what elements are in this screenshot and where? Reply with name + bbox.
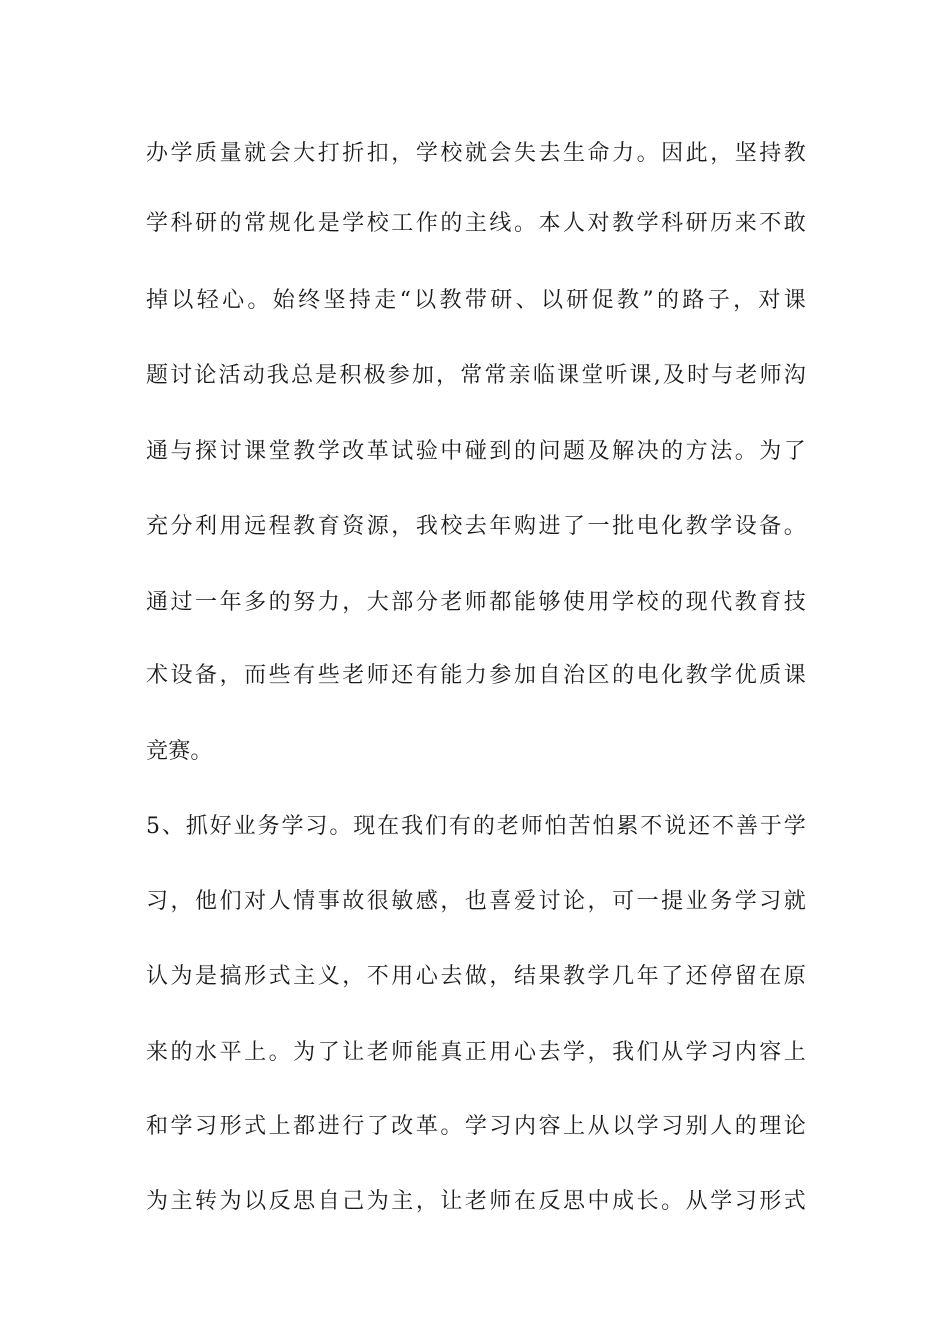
paragraph-line: 通过一年多的努力，大部分老师都能够使用学校的现代教育技	[146, 590, 806, 615]
paragraph-line: 通与探讨课堂教学改革试验中碰到的问题及解决的方法。为了	[146, 439, 806, 464]
paragraph-line: 学科研的常规化是学校工作的主线。本人对教学科研历来不敢	[146, 211, 806, 236]
paragraph-line: 办学质量就会大打折扣，学校就会失去生命力。因此，坚持教	[146, 141, 806, 166]
paragraph-line: 题讨论活动我总是积极参加，常常亲临课堂听课,及时与老师沟	[146, 363, 806, 388]
paragraph-line: 认为是搞形式主义，不用心去做，结果教学几年了还停留在原	[146, 964, 806, 989]
paragraph-line: 5、抓好业务学习。现在我们有的老师怕苦怕累不说还不善于学	[146, 814, 806, 839]
paragraph-line: 掉以轻心。始终坚持走“以教带研、以研促教”的路子，对课	[146, 288, 806, 313]
paragraph-line: 和学习形式上都进行了改革。学习内容上从以学习别人的理论	[146, 1114, 806, 1139]
paragraph-line: 充分利用远程教育资源，我校去年购进了一批电化教学设备。	[146, 514, 806, 539]
paragraph-line: 为主转为以反思自己为主，让老师在反思中成长。从学习形式	[146, 1189, 806, 1214]
paragraph-line: 来的水平上。为了让老师能真正用心去学，我们从学习内容上	[146, 1040, 806, 1065]
paragraph-line: 术设备，而些有些老师还有能力参加自治区的电化教学优质课	[146, 663, 806, 688]
paragraph-line: 竞赛。	[146, 739, 213, 764]
paragraph-line: 习，他们对人情事故很敏感，也喜爱讨论，可一提业务学习就	[146, 889, 806, 914]
